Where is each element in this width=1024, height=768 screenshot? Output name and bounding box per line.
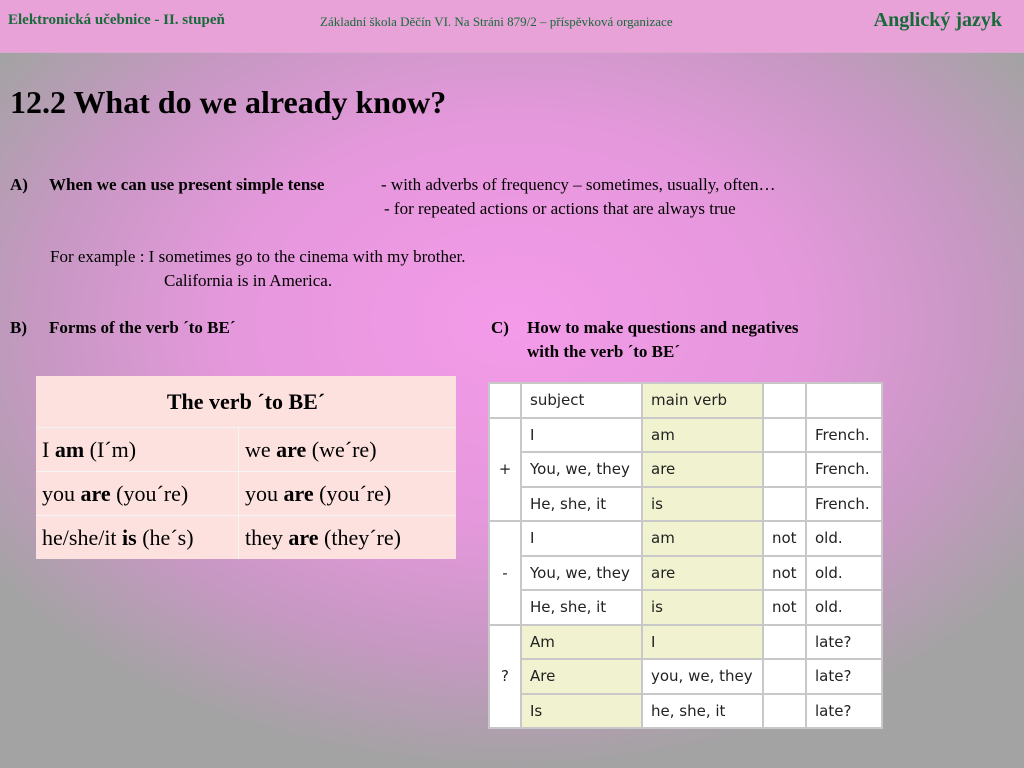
verb-table-cell xyxy=(239,472,457,516)
example-sentence-1: For example : I sometimes go to the cinema with my brother. xyxy=(50,247,466,266)
affirmative-sign: + xyxy=(489,418,521,522)
grammar-subject: I xyxy=(642,625,763,660)
section-a-heading: When we can use present simple tense xyxy=(49,175,325,194)
header-textbook-label: Elektronická učebnice - II. stupeň xyxy=(8,12,225,28)
grammar-negation xyxy=(763,487,806,522)
verb-table-cell xyxy=(36,472,239,516)
grammar-verb: Is xyxy=(521,694,642,729)
grammar-row xyxy=(489,452,882,487)
grammar-complement: French. xyxy=(806,452,882,487)
grammar-header-subject: subject xyxy=(521,383,642,418)
grammar-cell-empty xyxy=(763,383,806,418)
grammar-complement: late? xyxy=(806,625,882,660)
header-subject: Anglický jazyk xyxy=(873,9,1002,31)
section-c-heading-2: with the verb ´to BE´ xyxy=(527,342,680,361)
grammar-row xyxy=(489,487,882,522)
grammar-cell-empty xyxy=(489,383,521,418)
cell-text: they xyxy=(245,524,289,550)
grammar-complement: late? xyxy=(806,694,882,729)
grammar-negation: not xyxy=(763,590,806,625)
grammar-row xyxy=(489,659,882,694)
grammar-row xyxy=(489,694,882,729)
verb-table-row xyxy=(36,516,456,560)
cell-verb: is xyxy=(122,524,137,550)
header-school-name: Základní škola Děčín VI. Na Stráni 879/2 – příspěvková organizace xyxy=(320,14,673,29)
grammar-negation xyxy=(763,659,806,694)
example-sentence-2: California is in America. xyxy=(164,271,333,290)
cell-text: he/she/it xyxy=(42,524,123,550)
cell-verb: are xyxy=(288,524,319,550)
grammar-verb: is xyxy=(642,590,763,625)
grammar-subject: He, she, it xyxy=(521,487,642,522)
grammar-negation xyxy=(763,452,806,487)
cell-text: we xyxy=(245,436,277,462)
verb-table-cell xyxy=(36,516,239,560)
section-a-line2: - for repeated actions or actions that are always true xyxy=(384,199,736,218)
grammar-subject: You, we, they xyxy=(521,556,642,591)
section-a-label: A) xyxy=(10,175,28,194)
verb-table-title: The verb ´to BE´ xyxy=(36,376,456,428)
grammar-row xyxy=(489,521,882,556)
grammar-complement: old. xyxy=(806,590,882,625)
grammar-complement: late? xyxy=(806,659,882,694)
verb-table-cell xyxy=(239,428,457,472)
grammar-negation xyxy=(763,418,806,453)
grammar-complement: old. xyxy=(806,556,882,591)
verb-table-cell xyxy=(36,428,239,472)
verb-to-be-table xyxy=(36,376,456,559)
cell-contraction: (we´re) xyxy=(306,436,377,462)
grammar-verb: am xyxy=(642,418,763,453)
grammar-subject: you, we, they xyxy=(642,659,763,694)
grammar-negation xyxy=(763,625,806,660)
grammar-subject: I xyxy=(521,418,642,453)
cell-contraction: (he´s) xyxy=(136,524,194,550)
cell-text: I xyxy=(42,436,55,462)
slide-header xyxy=(0,0,1024,53)
grammar-row xyxy=(489,625,882,660)
grammar-verb: is xyxy=(642,487,763,522)
question-sign: ? xyxy=(489,625,521,729)
cell-verb: am xyxy=(54,436,85,462)
cell-contraction: (you´re) xyxy=(110,480,189,506)
grammar-row xyxy=(489,590,882,625)
verb-table-header-row xyxy=(36,376,456,428)
cell-verb: are xyxy=(276,436,307,462)
section-a-line1: - with adverbs of frequency – sometimes, usually, often… xyxy=(381,175,776,194)
cell-contraction: (I´m) xyxy=(84,436,137,462)
grammar-header-row xyxy=(489,383,882,418)
grammar-subject: He, she, it xyxy=(521,590,642,625)
section-b-label: B) xyxy=(10,318,27,337)
questions-negatives-table xyxy=(488,382,883,729)
grammar-subject: I xyxy=(521,521,642,556)
verb-table-row xyxy=(36,428,456,472)
section-c-label: C) xyxy=(491,318,509,337)
negative-sign: - xyxy=(489,521,521,625)
section-c-heading-1: How to make questions and negatives xyxy=(527,318,799,337)
grammar-verb: Are xyxy=(521,659,642,694)
grammar-subject: You, we, they xyxy=(521,452,642,487)
grammar-header-main-verb: main verb xyxy=(642,383,763,418)
grammar-verb: are xyxy=(642,556,763,591)
grammar-negation: not xyxy=(763,556,806,591)
cell-contraction: (you´re) xyxy=(313,480,392,506)
grammar-complement: old. xyxy=(806,521,882,556)
grammar-negation xyxy=(763,694,806,729)
grammar-complement: French. xyxy=(806,487,882,522)
grammar-verb: am xyxy=(642,521,763,556)
cell-text: you xyxy=(42,480,81,506)
grammar-row xyxy=(489,418,882,453)
cell-verb: are xyxy=(283,480,314,506)
grammar-verb: Am xyxy=(521,625,642,660)
grammar-row xyxy=(489,556,882,591)
grammar-cell-empty xyxy=(806,383,882,418)
grammar-verb: are xyxy=(642,452,763,487)
grammar-complement: French. xyxy=(806,418,882,453)
verb-table-cell xyxy=(239,516,457,560)
verb-table-row xyxy=(36,472,456,516)
section-b-heading: Forms of the verb ´to BE´ xyxy=(49,318,236,337)
grammar-subject: he, she, it xyxy=(642,694,763,729)
slide-title: 12.2 What do we already know? xyxy=(10,84,447,120)
grammar-negation: not xyxy=(763,521,806,556)
cell-contraction: (they´re) xyxy=(318,524,401,550)
cell-text: you xyxy=(245,480,284,506)
cell-verb: are xyxy=(80,480,111,506)
